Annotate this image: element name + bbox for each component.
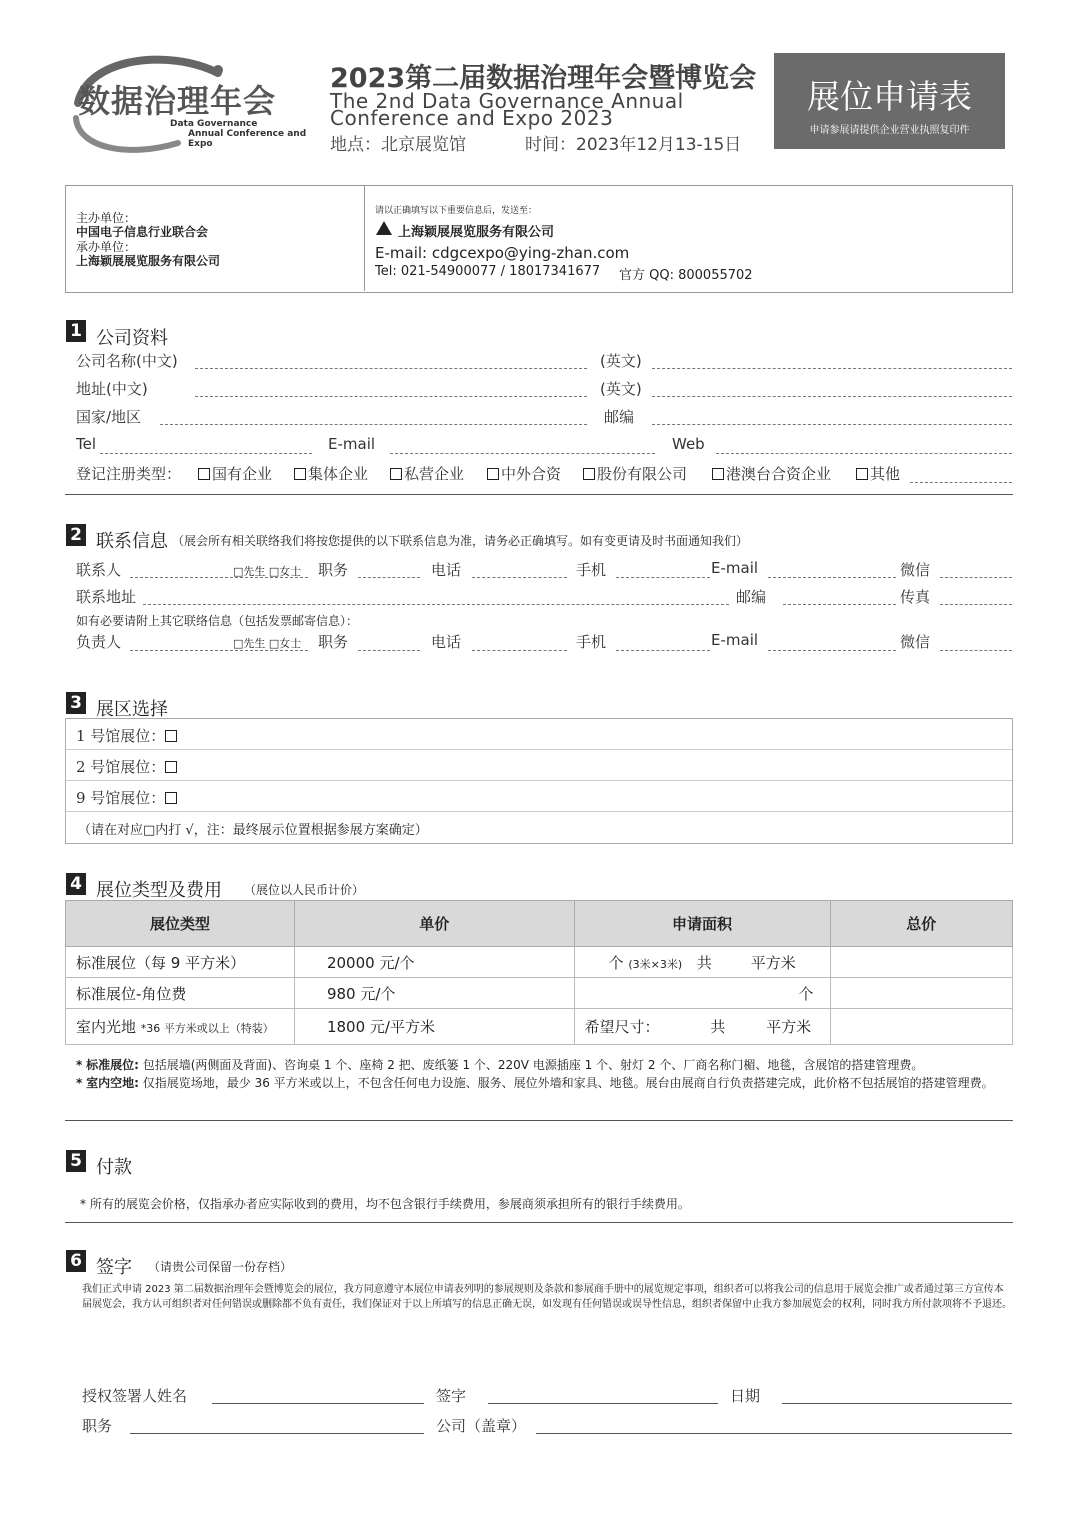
reg-type-other-field[interactable]: [910, 482, 1012, 483]
fee-type: 室内光地 *36 平方米或以上（特装）: [66, 1009, 295, 1045]
address-en-field[interactable]: [652, 396, 1012, 397]
address-cn-label: 地址(中文): [76, 380, 148, 398]
section4-divider: [65, 1120, 1013, 1121]
section2-title: 联系信息: [96, 531, 168, 552]
leader-title[interactable]: □先生 □女士: [233, 637, 302, 650]
email-label: E-mail: [328, 435, 376, 453]
company-en-field[interactable]: [652, 368, 1012, 369]
contact-phone-field[interactable]: [472, 577, 567, 578]
section4-title: 展位类型及费用: [96, 880, 222, 901]
hall-table: [65, 718, 1013, 844]
fee-row-corner: [66, 978, 1013, 1009]
section6-note: （请贵公司保留一份存档）: [148, 1260, 293, 1274]
leader-wechat-label: 微信: [900, 633, 931, 651]
organizer-divider: [364, 185, 365, 291]
contact-address-label: 联系地址: [76, 588, 137, 606]
sign-field[interactable]: [488, 1403, 718, 1404]
fee-header-price: 单价: [294, 901, 574, 947]
hall-row-2[interactable]: 2 号馆展位：: [66, 750, 1012, 781]
contact-email-field[interactable]: [768, 577, 896, 578]
section4-note: （展位以人民币计价）: [244, 883, 365, 897]
fee-type: 标准展位-角位费: [66, 978, 295, 1009]
hall-row-1[interactable]: 1 号馆展位：: [66, 719, 1012, 750]
signer-field[interactable]: [212, 1403, 424, 1404]
contact-label: 联系人: [76, 561, 122, 579]
hall-note: （请在对应□内打 √，注：最终展示位置根据参展方案确定）: [78, 823, 428, 838]
section3-number: 3: [66, 692, 86, 714]
fee-row-standard: [66, 947, 1013, 978]
contact-wechat-label: 微信: [900, 561, 931, 579]
fee-area[interactable]: 希望尺寸： 共 平方米: [574, 1009, 830, 1045]
section1-title: 公司资料: [96, 328, 168, 349]
position-field[interactable]: [130, 1433, 424, 1434]
leader-mobile-field[interactable]: [616, 650, 710, 651]
section2-note: （展会所有相关联络我们将按您提供的以下联系信息为准，请务必正确填写。如有变更请及时书面通知我们）: [172, 534, 749, 548]
agreement-text: 我们正式申请 2023 第二届数据治理年会暨博览会的展位，我方同意遵守本展位申请表列明的参展规则及条款和参展商手册中的展览规定事项，组织者可以将我公司的信息用于展览会推广或者通过第三方宣传本届展览会，我方认可组织者对任何错误或删除都不负有责任，我们保证对于以上所填写的信息正确无误，如发现有任何错误或误导性信息，组织者保留中止我方参加展览会的权利，同时我方所付款项将不予退还。: [82, 1284, 1012, 1310]
fee-total[interactable]: [830, 1009, 1013, 1045]
leader-wechat-field[interactable]: [940, 650, 1012, 651]
reg-type-label: 登记注册类型：: [76, 465, 182, 483]
leader-email-label: E-mail: [711, 631, 759, 649]
section5-title: 付款: [96, 1157, 132, 1178]
section6-title: 签字: [96, 1257, 132, 1278]
contact-address-field[interactable]: [143, 604, 729, 605]
contact-postcode-label: 邮编: [736, 588, 767, 606]
country-field[interactable]: [160, 424, 587, 425]
section3-title: 展区选择: [96, 699, 168, 720]
contact-fax-label: 传真: [900, 588, 931, 606]
section1-divider: [65, 494, 1013, 495]
footnote-standard: * 标准展位: 包括展墙(两侧面及背面)、咨询桌 1 个、座椅 2 把、废纸篓 1 个、220V 电源插座 1 个、射灯 2 个、厂商名称门楣、地毯，含展馆的搭建管理费。: [76, 1058, 924, 1072]
signer-label: 授权签署人姓名: [82, 1387, 188, 1405]
payment-note: * 所有的展览会价格，仅指承办者应实际收到的费用，均不包含银行手续费用，参展商须承担所有的银行手续费用。: [80, 1197, 690, 1211]
organizer-tel: Tel: 021-54900077 / 18017341677: [375, 264, 601, 279]
title-en-2: Conference and Expo 2023: [330, 106, 614, 130]
reg-type-state[interactable]: 国有企业: [198, 463, 272, 484]
location: 地点：北京展览馆: [330, 135, 466, 155]
contact-wechat-field[interactable]: [940, 577, 1012, 578]
fee-price: 20000 元/个: [294, 947, 574, 978]
contact-mobile-field[interactable]: [616, 577, 710, 578]
reg-type-jv[interactable]: 中外合资: [487, 463, 561, 484]
postcode-label: 邮编: [604, 408, 635, 426]
contact-mobile-label: 手机: [576, 561, 607, 579]
organizer-qq: 官方 QQ: 800055702: [619, 268, 753, 283]
logo: [68, 48, 318, 158]
country-label: 国家/地区: [76, 408, 142, 426]
footnote-space: * 室内空地: 仅指展览场地，最少 36 平方米或以上，不包含任何电力设施、服务、展位外墙和家具、地毯。展台由展商自行负责搭建完成，此价格不包括展馆的搭建管理费。: [76, 1076, 994, 1090]
web-label: Web: [672, 435, 705, 453]
company-stamp-label: 公司（盖章）: [436, 1417, 527, 1435]
fee-header-area: 申请面积: [574, 901, 830, 947]
hall-row-3[interactable]: 9 号馆展位：: [66, 781, 1012, 812]
date-field[interactable]: [782, 1403, 1012, 1404]
contact-email-label: E-mail: [711, 559, 759, 577]
email-field[interactable]: [390, 453, 655, 454]
section6-number: 6: [66, 1250, 86, 1272]
logo-en-1: Data Governance: [170, 119, 258, 129]
logo-en-2: Annual Conference and Expo: [188, 129, 307, 149]
form-title: 展位申请表: [807, 77, 972, 116]
tel-label: Tel: [76, 435, 97, 453]
position-label: 职务: [82, 1417, 113, 1435]
title-en-1: The 2nd Data Governance Annual: [330, 89, 684, 113]
web-field[interactable]: [716, 453, 1012, 454]
company-cn-label: 公司名称(中文): [76, 352, 178, 370]
fee-header-type: 展位类型: [66, 901, 295, 947]
reg-type-joint-stock[interactable]: 股份有限公司: [583, 463, 687, 484]
section1-number: 1: [66, 320, 86, 342]
reg-type-other[interactable]: 其他: [856, 463, 900, 484]
company-stamp-field[interactable]: [536, 1433, 1012, 1434]
fee-table: [65, 900, 1013, 1045]
title-cn: 2023第二届数据治理年会暨博览会: [330, 63, 757, 94]
send-note: 请以正确填写以下重要信息后，发送至：: [375, 206, 538, 216]
contact-postcode-field[interactable]: [783, 604, 896, 605]
reg-type-private[interactable]: 私营企业: [390, 463, 464, 484]
company-en-label: (英文): [600, 352, 642, 370]
fee-row-space: [66, 1009, 1013, 1045]
leader-phone-field[interactable]: [472, 650, 567, 651]
section2-number: 2: [66, 524, 86, 546]
address-cn-field[interactable]: [195, 396, 587, 397]
organizer-email: E-mail: cdgcexpo@ying-zhan.com: [375, 244, 630, 262]
undertaker-name: 上海颖展展览服务有限公司: [76, 254, 221, 268]
fee-area[interactable]: 个 (3米×3米) 共 平方米: [574, 947, 830, 978]
fee-area[interactable]: 个: [574, 978, 830, 1009]
fee-header-total: 总价: [830, 901, 1013, 947]
leader-label: 负责人: [76, 633, 122, 651]
host-label: 主办单位：: [76, 211, 137, 225]
leader-position-label: 职务: [318, 633, 349, 651]
tel-field[interactable]: [100, 453, 312, 454]
contact-phone-label: 电话: [431, 561, 462, 579]
fee-price: 980 元/个: [294, 978, 574, 1009]
contact-fax-field[interactable]: [940, 604, 1012, 605]
section5-divider: [65, 1222, 1013, 1223]
address-en-label: (英文): [600, 380, 642, 398]
leader-phone-label: 电话: [431, 633, 462, 651]
reg-type-hmt[interactable]: 港澳台合资企业: [712, 463, 831, 484]
organizer-logo-icon: [376, 221, 392, 235]
logo-text: 数据治理年会: [78, 82, 277, 120]
fee-price: 1800 元/平方米: [294, 1009, 574, 1045]
contact-position-label: 职务: [318, 561, 349, 579]
event-time: 时间：2023年12月13-15日: [525, 135, 742, 155]
fee-type: 标准展位（每 9 平方米）: [66, 947, 295, 978]
section5-number: 5: [66, 1150, 86, 1172]
fee-total[interactable]: [830, 947, 1013, 978]
leader-position-field[interactable]: [358, 650, 420, 651]
host-name: 中国电子信息行业联合会: [76, 225, 209, 239]
date-label: 日期: [730, 1387, 761, 1405]
contact-position-field[interactable]: [358, 577, 420, 578]
contact-title[interactable]: □先生 □女士: [233, 565, 302, 578]
postcode-field[interactable]: [652, 424, 1012, 425]
form-note: 申请参展请提供企业营业执照复印件: [809, 125, 970, 136]
fee-header-row: [66, 901, 1013, 947]
other-contact-note: 如有必要请附上其它联络信息（包括发票邮寄信息）：: [76, 614, 359, 628]
section4-number: 4: [66, 873, 86, 895]
undertake-label: 承办单位：: [76, 240, 137, 254]
organizer-company: 上海颖展展览服务有限公司: [398, 225, 555, 240]
leader-email-field[interactable]: [768, 650, 896, 651]
form-title-box: [774, 53, 1005, 149]
fee-total[interactable]: [830, 978, 1013, 1009]
sign-label: 签字: [436, 1387, 467, 1405]
reg-type-collective[interactable]: 集体企业: [294, 463, 368, 484]
leader-mobile-label: 手机: [576, 633, 607, 651]
company-cn-field[interactable]: [195, 368, 587, 369]
